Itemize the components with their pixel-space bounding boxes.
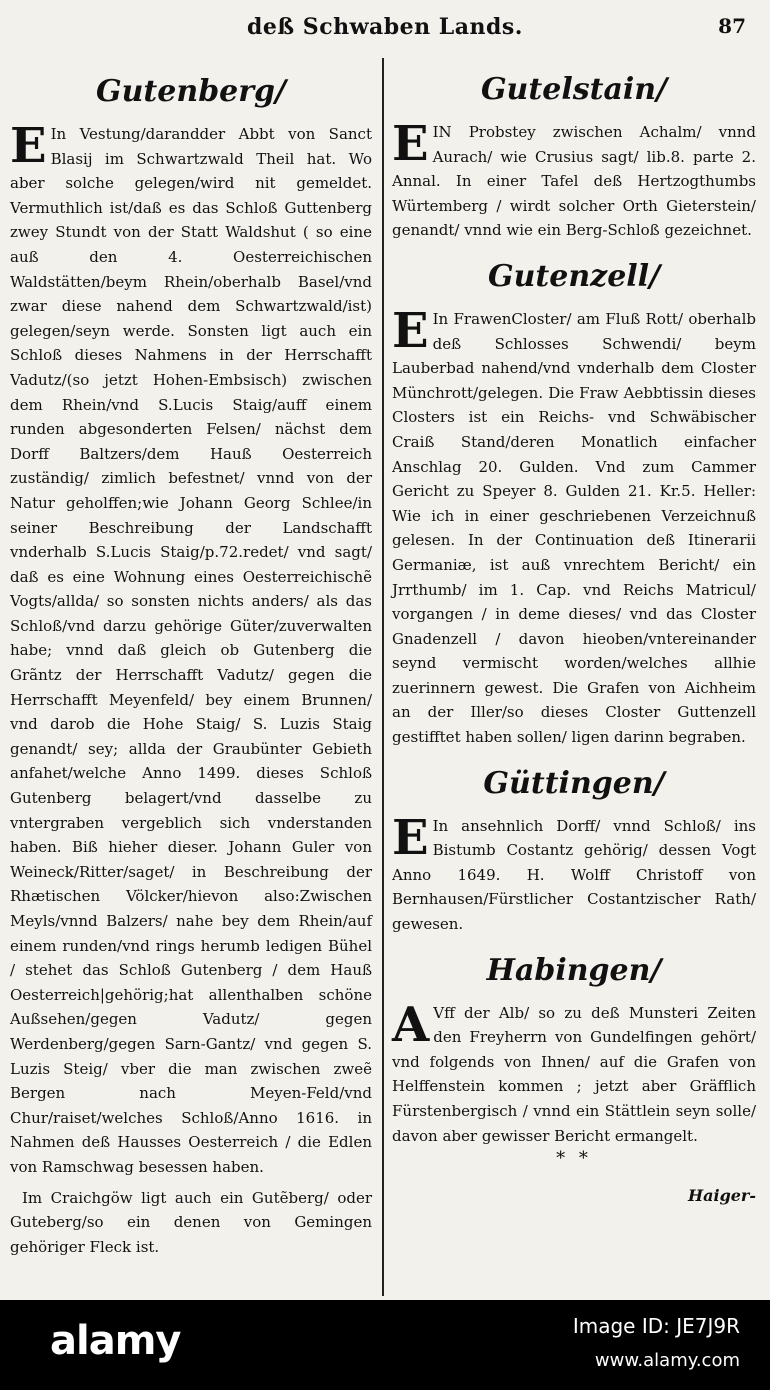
entry-body xyxy=(392,302,756,750)
entry-text: Vff der Alb/ so zu deß Munsteri Zeiten den Freyherrn von Gundelfingen gehört/ vnd folgends von Ihnen/ auf die Grafen von Helffenstein kommen ; jetzt aber Gräfflich Fürstenbergisch / vnnd ein Stättlein seyn solle/ davon aber gewisser Bericht ermangelt. xyxy=(392,1003,756,1145)
drop-cap-initial: A xyxy=(392,996,430,1053)
running-head: deß Schwaben Lands. xyxy=(247,14,523,40)
entry-heading: Güttingen/ xyxy=(483,765,665,801)
drop-cap-initial: E xyxy=(10,118,47,174)
entry-heading: Gutelstain/ xyxy=(480,72,668,107)
right-column xyxy=(392,66,756,1209)
entry-text: In FrawenCloster/ am Fluß Rott/ oberhalb deß Schlosses Schwendi/ beym Lauberbad nahend/vnd vnderhalb dem Closter Münchrott/gelegen. Die Fraw Aebbtissin dieses Closters ist ein Reichs- vnd Schwäbischer Craiß Stand/deren Monatlich einfacher Anschlag 20. Gulden. Vnd zum Cammer Gericht zu Speyer 8. Gulden 21. Kr.5. Heller: Wie ich in einer geschriebenen Verzeichnuß gelesen. In der Continuation deß Itinerarii Germaniæ, ist auß vnrechtem Bericht/ ein Jrrthumb/ im 1. Cap. vnd Reichs Matricul/ vorgangen / in deme dieses/ vnd das Closter Gnadenzell / davon hieoben/vntereinander seynd vermischt worden/welches allhie zuerinnern gewest. Die Grafen von Aichheim an der Iller/so dieses Closter Guttenzell gestifftet haben sollen/ ligen darinn begraben. xyxy=(392,309,756,747)
entry-text: In Vestung/darandder Abbt von Sanct Blasij im Schwartzwald Theil hat. Wo aber solche gelegen/wird nit gemeldet. Vermuthlich ist/daß es das Schloß Guttenberg zwey Stundt von der Statt Waldshut ( so eine auß den 4. Oesterreichischen Waldstätten/beym Rhein/oberhalb Basel/vnd zwar diese nahend dem Schwartzwald/ist) gelegen/seyn werde. Sonsten ligt auch ein Schloß dieses Nahmens in der Herrschafft Vadutz/(so jetzt Hohen-Embsisch) zwischen dem Rhein/vnd S.Lucis Staig/auff einem runden abgesonderten Felsen/ nächst dem Dorff Baltzers/dem Hauß Oesterreich zuständig/ zimlich befestnet/ vnnd von der Natur geholffen;wie Johann Georg Schlee/in seiner Beschreibung der Landschafft vnderhalb S.Lucis Staig/p.72.redet/ vnd sagt/ daß es eine Wohnung eines Oesterreichischẽ Vogts/allda/ so sonsten nichts anders/ als das Schloß/vnd darzu gehörige Güter/zuverwalten habe; vnnd daß gleich ob Gutenberg die Grãntz der Herrschafft Vadutz/ gegen die Herrschafft Meyenfeld/ bey einem Brunnen/ vnd darob die Hohe Staig/ S. Luzis Staig genandt/ sey; allda der Graubünter Gebieth anfahet/welche Anno 1499. dieses Schloß Gutenberg belagert/vnd dasselbe zu vntergraben vergeblich sich vnderstanden haben. Biß hieher dieser. Johann Guler von Weineck/Ritter/saget/ in Beschreibung der Rhætischen Völcker/hievon also:Zwischen Meyls/vnnd Balzers/ nahe bey dem Rhein/auf einem runden/vnd rings herumb ledigen Bühel / stehet das Schloß Gutenberg / dem Hauß Oesterreich|gehörig;hat allenthalben schöne Außsehen/gegen Vadutz/ gegen Werdenberg/gegen Sarn-Gantz/ vnd gegen S. Luzis Steig/ vber die man zwischen zweẽ Bergen nach Meyen-Feld/vnd Chur/raiset/welches Schloß/Anno 1616. in Nahmen deß Hausses Oesterreich / die Edlen von Ramschwag besessen haben. xyxy=(10,125,372,1176)
entry-text: IN Probstey zwischen Achalm/ vnnd Aurach/ wie Crusius sagt/ lib.8. parte 2. Annal. In einer Tafel deß Hertzogthumbs Würtemberg / wirdt solcher Orth Gieterstein/ genandt/ vnnd wie ein Berg-Schloß gezeichnet. xyxy=(392,123,756,240)
entry-body xyxy=(392,116,756,243)
left-column xyxy=(10,66,372,1273)
entry-heading: Gutenberg/ xyxy=(96,74,286,109)
entry-gutelstain xyxy=(392,70,756,243)
entry-gutenberg xyxy=(10,72,372,1259)
entry-habingen xyxy=(392,951,756,1169)
column-divider xyxy=(382,58,384,1296)
drop-cap-initial: E xyxy=(392,809,429,866)
entry-guettingen xyxy=(392,764,756,937)
entry-subtext: Im Craichgöw ligt auch ein Gutẽberg/ oder Guteberg/so ein denen von Gemingen gehöriger Fleck ist. xyxy=(10,1188,372,1256)
asterisk-ornament: * * xyxy=(556,1148,592,1170)
entry-body xyxy=(392,996,756,1149)
entry-body xyxy=(10,118,372,1180)
entry-body xyxy=(392,809,756,937)
entry-gutenzell xyxy=(392,257,756,750)
catchword: Haiger- xyxy=(688,1186,756,1206)
stock-watermark-footer xyxy=(0,1300,770,1390)
entry-heading: Gutenzell/ xyxy=(487,258,661,294)
entry-heading: Habingen/ xyxy=(486,952,662,988)
alamy-logo: alamy xyxy=(50,1318,181,1364)
image-id-label: Image ID: JE7J9R xyxy=(572,1314,740,1338)
entry-text: In ansehnlich Dorff/ vnnd Schloß/ ins Bistumb Costantz gehörig/ dessen Vogt Anno 1649. H. Wolff Christoff von Bernhausen/Fürstlicher Costantzischer Rath/ gewesen. xyxy=(392,816,756,934)
drop-cap-initial: E xyxy=(392,302,429,359)
drop-cap-initial: E xyxy=(392,116,429,172)
footer-url: www.alamy.com xyxy=(594,1350,740,1371)
page-number: 87 xyxy=(718,14,746,38)
